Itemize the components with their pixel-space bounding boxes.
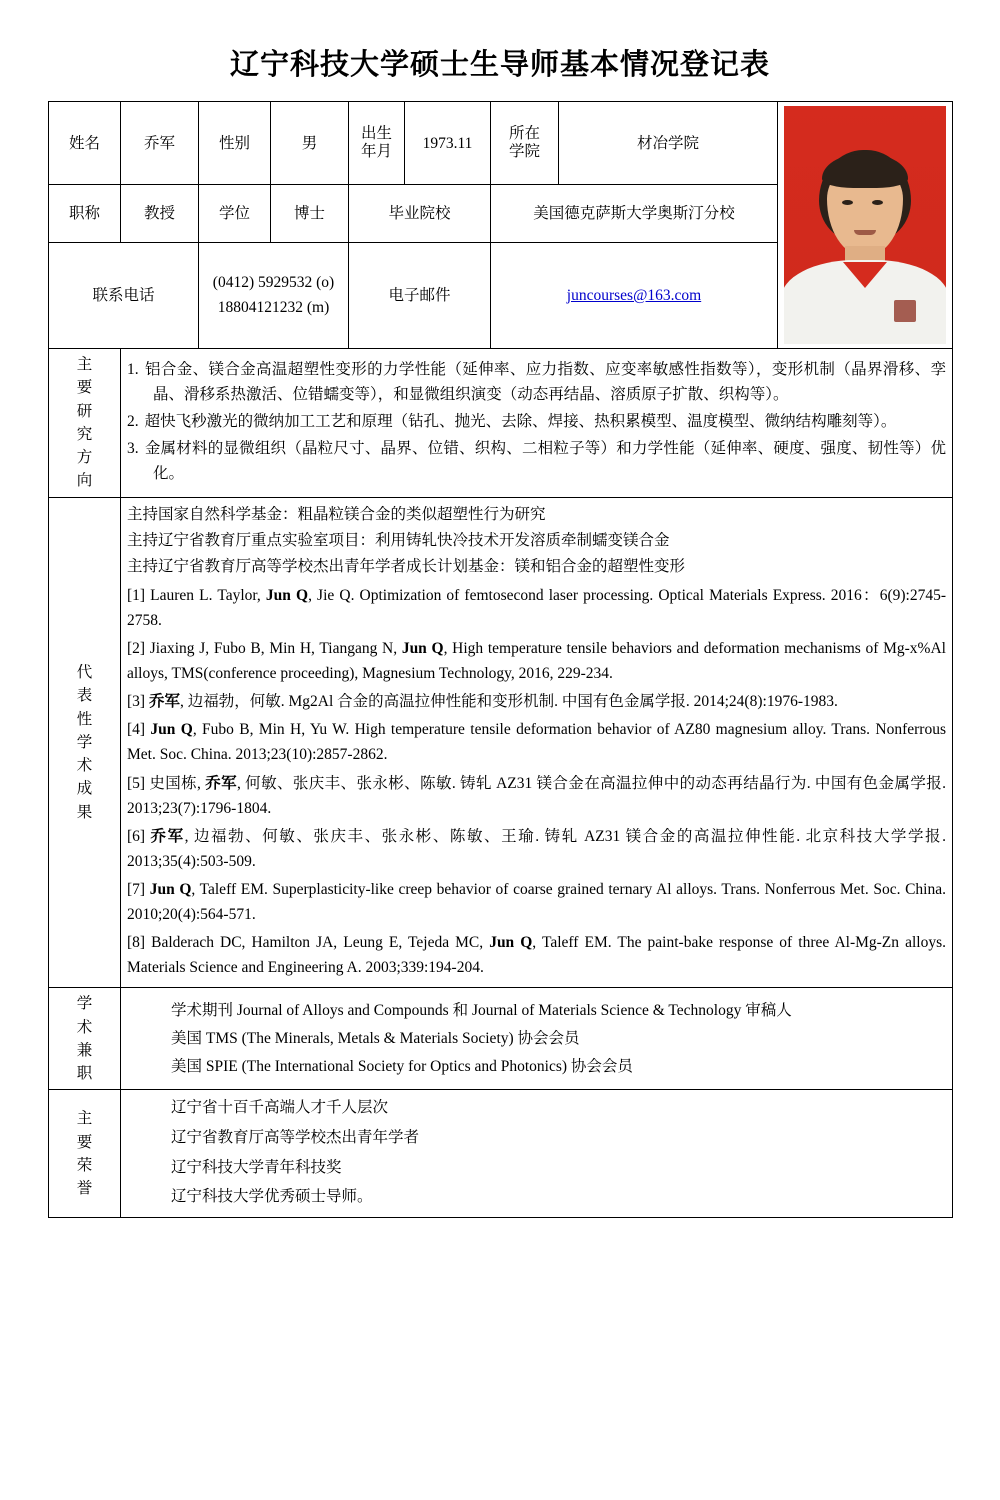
label-char: 誉 [76, 1180, 93, 1198]
project-item: 主持国家自然科学基金：粗晶粒镁合金的类似超塑性行为研究 [127, 505, 546, 523]
photo-fringe-shape [822, 154, 908, 188]
research-item [127, 436, 946, 486]
publication-author-highlight: Jun Q [489, 934, 533, 952]
label-birth-line2: 年月 [360, 143, 392, 161]
publication-post: , 何敏、张庆丰、张永彬、陈敏. 铸轧 AZ31 镁合金在高温拉伸中的动态再结晶行为. 中国有色金属学报. 2013;23(7):1796-1804. [127, 774, 946, 817]
publication-list [127, 583, 946, 981]
label-gender: 性别 [199, 102, 271, 185]
label-birth-line1: 出生 [360, 124, 392, 142]
label-char: 究 [76, 425, 93, 443]
publication-post: , Fubo B, Min H, Yu W. High temperature tensile deformation behavior of AZ80 magnesium alloy. Trans. Nonferrous Met. Soc. China. 2013;23(10):2857-2862. [127, 721, 946, 764]
label-char: 荣 [76, 1156, 93, 1174]
label-title: 职称 [49, 185, 121, 243]
email-link[interactable]: juncourses@163.com [566, 287, 702, 305]
publication-post: , Jie Q. Optimization of femtosecond laser processing. Optical Materials Express. 2016：6(9):2745-2758. [127, 586, 946, 629]
label-char: 主 [76, 1110, 93, 1128]
section-content-honors [121, 1090, 953, 1218]
publication-item [127, 877, 946, 927]
value-phone [199, 243, 349, 349]
publication-author-highlight: Jun Q [401, 640, 444, 658]
label-char: 代 [76, 664, 93, 682]
portrait-photo-cell [778, 102, 953, 349]
label-char: 要 [76, 379, 93, 397]
label-char: 学 [76, 995, 93, 1013]
publication-item [127, 689, 946, 714]
label-college-line1: 所在 [508, 124, 540, 142]
value-phone-mobile: 18804121232 (m) [217, 298, 330, 316]
publication-post: , Taleff EM. The paint-bake response of three Al-Mg-Zn alloys. Materials Science and Engineering A. 2003;339:194-204. [127, 934, 946, 977]
label-name: 姓名 [49, 102, 121, 185]
label-char: 果 [76, 803, 93, 821]
publication-post: , Taleff EM. Superplasticity-like creep behavior of coarse grained ternary Al alloys. Trans. Nonferrous Met. Soc. China. 2010;20(4):564-571. [127, 881, 946, 924]
academic-role-item: 美国 TMS (The Minerals, Metals & Materials Society) 协会会员 [171, 1029, 580, 1047]
publication-pre: [6] [127, 827, 151, 845]
publication-pre: [5] 史国栋, [127, 774, 206, 792]
publication-item [127, 824, 946, 874]
label-char: 方 [76, 449, 93, 466]
publication-item [127, 636, 946, 686]
label-char: 研 [76, 402, 93, 420]
label-email: 电子邮件 [349, 243, 491, 349]
section-label-research [49, 349, 121, 498]
value-name: 乔军 [121, 102, 199, 185]
value-gender: 男 [271, 102, 349, 185]
table-row-basic-1 [49, 102, 953, 185]
photo-eye-left [842, 200, 853, 205]
portrait-photo [784, 106, 946, 344]
label-char: 学 [76, 733, 93, 751]
value-phone-office: (0412) 5929532 (o) [212, 273, 335, 291]
publication-item [127, 583, 946, 633]
label-char: 术 [76, 1018, 93, 1036]
honor-item: 辽宁科技大学青年科技奖 [171, 1158, 342, 1176]
label-char: 主 [76, 356, 93, 373]
table-row-research [49, 349, 953, 498]
label-college [491, 102, 559, 185]
value-school: 美国德克萨斯大学奥斯汀分校 [491, 185, 778, 243]
value-degree: 博士 [271, 185, 349, 243]
publication-author-highlight: 乔军 [205, 774, 238, 792]
publication-post: , 边福勃、何敏、张庆丰、张永彬、陈敏、王瑜. 铸轧 AZ31 镁合金的高温拉伸性能. 北京科技大学学报. 2013;35(4):503-509. [127, 827, 946, 870]
publication-post: , High temperature tensile behaviors and deformation mechanisms of Mg-x%Al alloys, TMS(conference proceeding), Magnesium Technology, 2016, 229-234. [127, 640, 946, 683]
section-label-academic-roles [49, 988, 121, 1090]
label-degree: 学位 [199, 185, 271, 243]
research-item [127, 357, 946, 407]
honor-item: 辽宁省十百千高端人才千人层次 [171, 1099, 389, 1117]
publication-author-highlight: Jun Q [150, 721, 193, 739]
publication-item [127, 717, 946, 767]
page-title: 辽宁科技大学硕士生导师基本情况登记表 [229, 49, 770, 81]
label-school: 毕业院校 [349, 185, 491, 243]
section-label-honors [49, 1090, 121, 1218]
research-item-text: 金属材料的显微组织（晶粒尺寸、晶界、位错、织构、二相粒子等）和力学性能（延伸率、硬度、强度、韧性等）优化。 [144, 440, 946, 483]
research-item-number: 1. [127, 360, 139, 378]
project-item: 主持辽宁省教育厅重点实验室项目：利用铸轧快冷技术开发溶质牵制蠕变镁合金 [127, 531, 670, 549]
profile-table [48, 101, 953, 1218]
value-email [491, 243, 778, 349]
value-birth: 1973.11 [405, 102, 491, 185]
value-college: 材冶学院 [559, 102, 778, 185]
publication-pre: [2] Jiaxing J, Fubo B, Min H, Tiangang N, [127, 640, 402, 658]
table-row-academic-roles [49, 988, 953, 1090]
publication-pre: [1] Lauren L. Taylor, [127, 586, 266, 604]
label-char: 兼 [76, 1041, 93, 1059]
section-content-academic-roles [121, 988, 953, 1090]
label-char: 术 [76, 757, 93, 775]
honor-item: 辽宁省教育厅高等学校杰出青年学者 [171, 1129, 420, 1147]
label-char: 向 [76, 472, 93, 490]
publication-author-highlight: Jun Q [265, 586, 309, 604]
academic-role-list [127, 997, 946, 1080]
research-item-number: 3. [127, 440, 139, 458]
publication-pre: [4] [127, 721, 151, 739]
research-item-text: 超快飞秒激光的微纳加工工艺和原理（钻孔、抛光、去除、焊接、热积累模型、温度模型、微纳结构雕刻等）。 [144, 413, 897, 431]
photo-shirt-logo [894, 300, 916, 322]
honor-list [127, 1094, 946, 1212]
research-item-text: 铝合金、镁合金高温超塑性变形的力学性能（延伸率、应力指数、应变率敏感性指数等），变形机制（晶界滑移、孪晶、滑移系热激活、位错蠕变等），和显微组织演变（动态再结晶、溶质原子扩散、织构等）。 [144, 360, 946, 404]
publication-post: , 边福勃，何敏. Mg2Al 合金的高温拉伸性能和变形机制. 中国有色金属学报. 2014;24(8):1976-1983. [179, 693, 838, 711]
value-title: 教授 [121, 185, 199, 243]
publication-author-highlight: Jun Q [149, 881, 192, 899]
project-item: 主持辽宁省教育厅高等学校杰出青年学者成长计划基金：镁和铝合金的超塑性变形 [127, 557, 686, 575]
publication-pre: [8] Balderach DC, Hamilton JA, Leung E, Tejeda MC, [127, 934, 490, 952]
label-birth [349, 102, 405, 185]
research-item-number: 2. [127, 413, 139, 431]
publication-item [127, 930, 946, 980]
publication-author-highlight: 乔军 [150, 827, 185, 845]
honor-item: 辽宁科技大学优秀硕士导师。 [171, 1188, 373, 1206]
label-college-line2: 学院 [508, 143, 540, 161]
project-list [127, 502, 946, 579]
academic-role-item: 学术期刊 Journal of Alloys and Compounds 和 Journal of Materials Science & Technology 审稿人 [171, 1001, 792, 1019]
label-char: 要 [76, 1133, 93, 1151]
publication-pre: [3] [127, 693, 149, 711]
academic-role-item: 美国 SPIE (The International Society for Optics and Photonics) 协会会员 [171, 1058, 633, 1076]
publication-author-highlight: 乔军 [148, 693, 180, 711]
publication-item [127, 771, 946, 821]
table-row-achievements [49, 497, 953, 988]
label-phone: 联系电话 [49, 243, 199, 349]
section-content-achievements [121, 497, 953, 988]
label-char: 职 [76, 1065, 93, 1083]
publication-pre: [7] [127, 881, 150, 899]
section-label-achievements [49, 497, 121, 988]
research-item [127, 409, 946, 434]
photo-mouth [854, 230, 876, 235]
table-row-honors [49, 1090, 953, 1218]
label-char: 性 [76, 710, 93, 728]
label-char: 成 [76, 780, 93, 798]
photo-eye-right [872, 200, 883, 205]
label-char: 表 [76, 687, 93, 705]
research-list [127, 357, 946, 487]
section-content-research [121, 349, 953, 498]
